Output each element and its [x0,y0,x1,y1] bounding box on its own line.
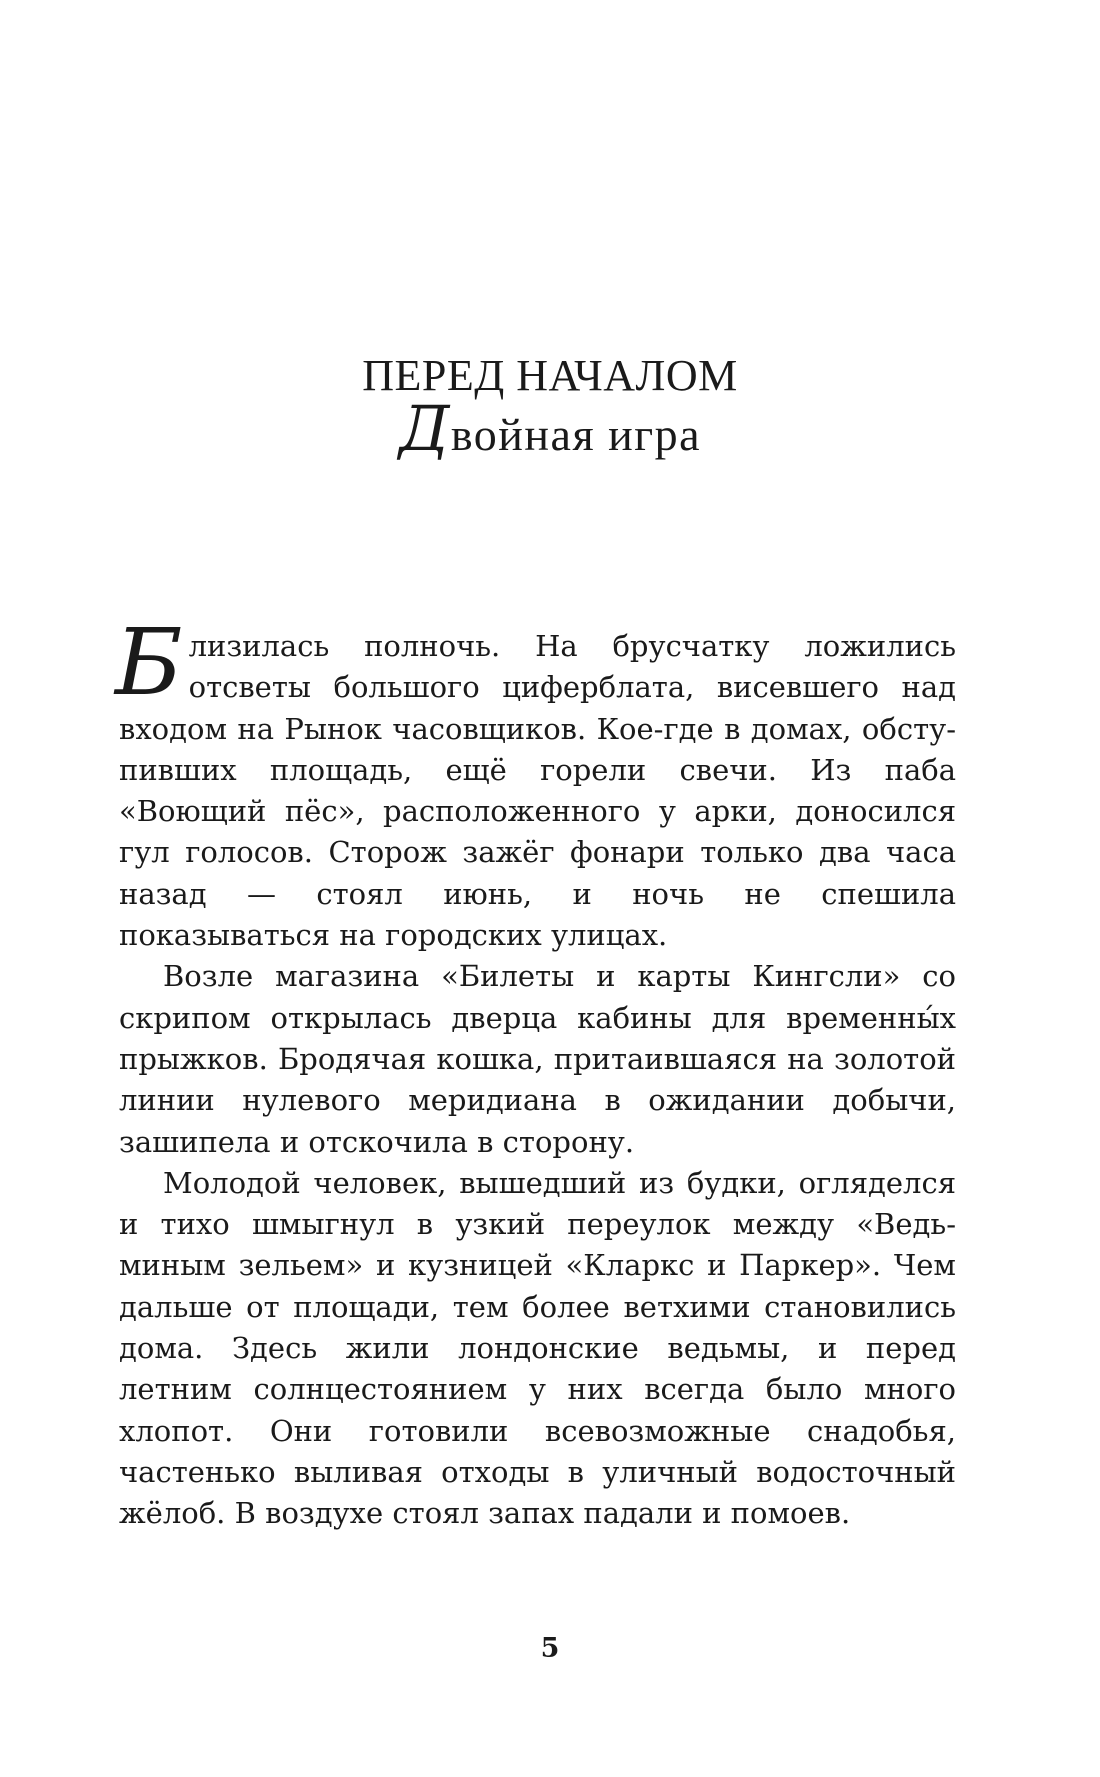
chapter-label: ПЕРЕД НАЧАЛОМ [362,351,738,400]
chapter-body [115,609,956,1535]
chapter-heading [0,348,1100,466]
chapter-title-initial: Д [398,392,451,465]
chapter-title-rest: войная игра [450,409,702,460]
drop-cap: Б [115,609,183,716]
paragraph-3: Молодой человек, вышедший из будки, огляделся и тихо шмыгнул в узкий переулок между «Ведьминым зельем» и кузницей «Кларкс и Паркер». Чем дальше от площади, тем более ветхими становились дома. Здесь жили лондонские ведьмы, и перед летним солнцестоянием у них всегда было много хлопот. Они готовили всевозможные снадобья, частенько выливая отходы в уличный водосточный жёлоб. В воздухе стоял запах падали и помоев. [119,1165,956,1531]
paragraph-1-text: лизилась полночь. На брусчатку ложились отсветы большого циферблата, висевшего над входом на Рынок часовщиков. Кое-где в домах, обступивших площадь, ещё горели свечи. Из паба «Воющий пёс», расположенного у арки, доносился гул голосов. Сторож зажёг фонари только два часа назад — стоял июнь, и ночь не спешила показываться на городских улицах. [119,629,956,953]
page-number: 5 [540,1633,560,1664]
paragraph-2: Возле магазина «Билеты и карты Кингсли» со скрипом открылась дверца кабины для временны́х прыжков. Бродячая кошка, притаившаяся на золотой линии нулевого меридиана в ожидании добычи, зашипела и отскочила в сторону. [119,959,956,1159]
paragraph-1 [115,609,956,956]
chapter-title [0,392,1100,466]
